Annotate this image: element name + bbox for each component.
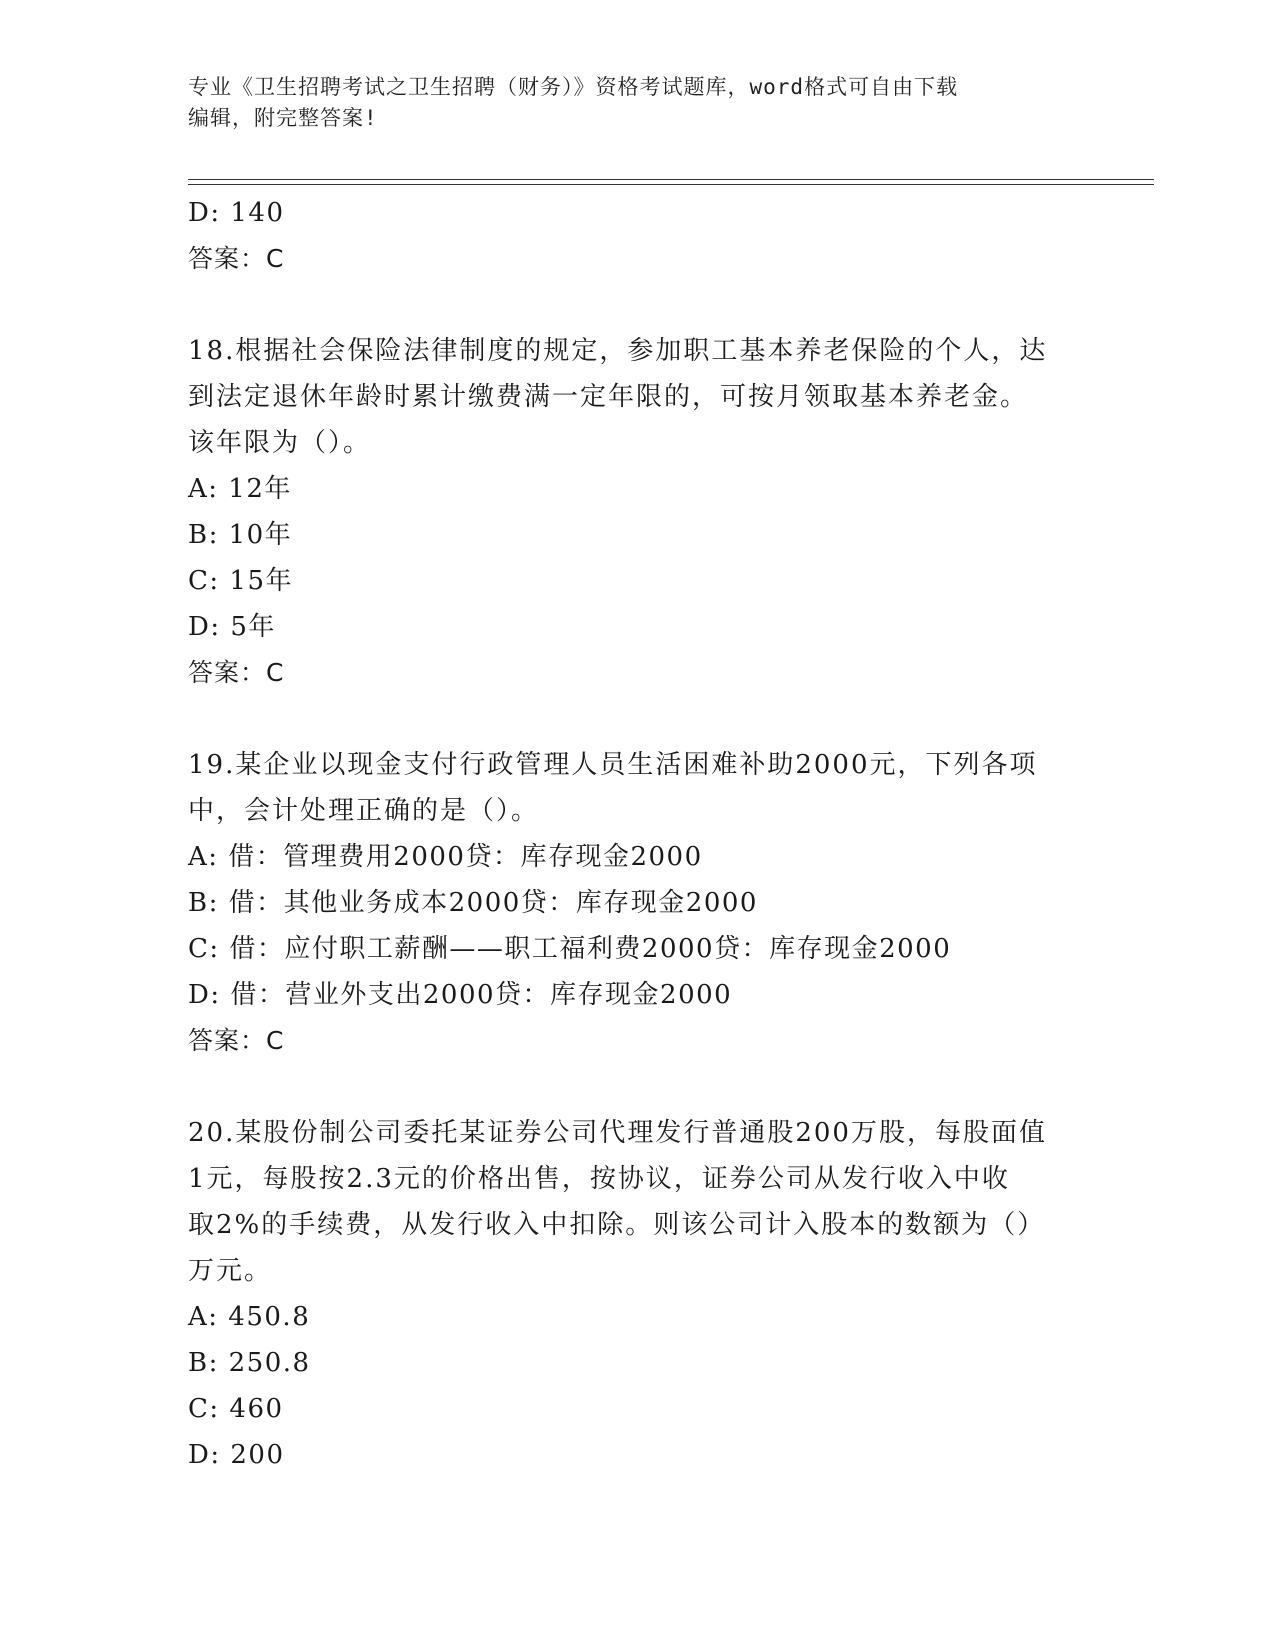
prev-option-d: D: 140 — [188, 198, 285, 228]
question-20-text — [188, 1110, 1088, 1294]
question-line: 到法定退休年龄时累计缴费满一定年限的，可按月领取基本养老金。 — [188, 382, 1029, 412]
question-line: 取2%的手续费，从发行收入中扣除。则该公司计入股本的数额为（） — [188, 1210, 1046, 1240]
header-line-2: 编辑，附完整答案! — [188, 106, 378, 130]
question-content — [188, 190, 1088, 1478]
question-line: 中，会计处理正确的是（）。 — [188, 796, 540, 826]
question-18-option-b: B: 10年 — [188, 520, 293, 550]
question-19-answer: 答案：C — [188, 1026, 285, 1055]
question-18-text — [188, 328, 1088, 466]
question-20-option-b: B: 250.8 — [188, 1348, 311, 1378]
question-19-option-a: A: 借：管理费用2000贷：库存现金2000 — [188, 842, 703, 872]
document-header — [188, 72, 1068, 134]
question-line: 该年限为（）。 — [188, 428, 372, 458]
question-20-option-a: A: 450.8 — [188, 1302, 311, 1332]
question-line: 20.某股份制公司委托某证券公司代理发行普通股200万股，每股面值 — [188, 1118, 1047, 1148]
spacer — [188, 282, 1088, 328]
question-19-option-b: B: 借：其他业务成本2000贷：库存现金2000 — [188, 888, 758, 918]
header-line-1: 专业《卫生招聘考试之卫生招聘（财务）》资格考试题库，word格式可自由下载 — [188, 75, 959, 99]
question-19-text — [188, 742, 1088, 834]
question-18-option-c: C: 15年 — [188, 566, 294, 596]
question-20-option-c: C: 460 — [188, 1394, 284, 1424]
spacer — [188, 1064, 1088, 1110]
spacer — [188, 696, 1088, 742]
question-20-option-d: D: 200 — [188, 1440, 285, 1470]
question-line: 18.根据社会保险法律制度的规定，参加职工基本养老保险的个人，达 — [188, 336, 1048, 366]
question-18-answer: 答案：C — [188, 658, 285, 687]
question-19-option-c: C: 借：应付职工薪酬——职工福利费2000贷：库存现金2000 — [188, 934, 952, 964]
prev-answer: 答案：C — [188, 244, 285, 273]
question-line: 1元，每股按2.3元的价格出售，按协议，证券公司从发行收入中收 — [188, 1164, 1010, 1194]
question-18-option-d: D: 5年 — [188, 612, 276, 642]
question-18-option-a: A: 12年 — [188, 474, 292, 504]
header-divider-bottom — [188, 184, 1154, 185]
header-divider-top — [188, 179, 1154, 180]
question-line: 万元。 — [188, 1256, 273, 1286]
question-line: 19.某企业以现金支付行政管理人员生活困难补助2000元，下列各项 — [188, 750, 1038, 780]
question-19-option-d: D: 借：营业外支出2000贷：库存现金2000 — [188, 980, 733, 1010]
